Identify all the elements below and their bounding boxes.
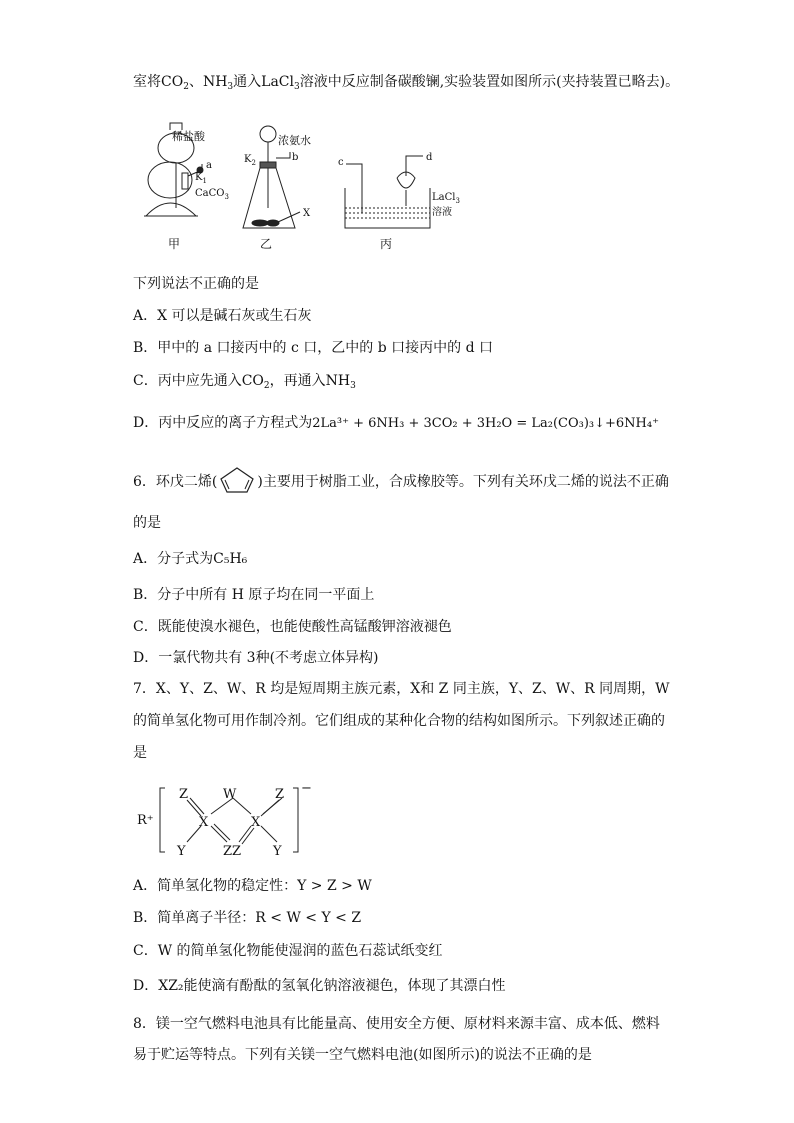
jia-solid-label: CaCO$_3$: [195, 188, 229, 201]
q6-stem-cont: 的是: [133, 515, 161, 531]
jia-port-label: a: [206, 160, 212, 171]
yi-solid-label: X: [303, 208, 311, 219]
q5-stem: 下列说法不正确的是: [133, 276, 259, 292]
bing-solution-label: LaCl$_3$: [432, 192, 460, 205]
lacl3-formula: LaCl: [261, 74, 294, 90]
q8-stem-1: 8．镁一空气燃料电池具有比能量高、使用安全方便、原材料来源丰富、成本低、燃料: [133, 1016, 660, 1032]
anion-charge: −: [301, 781, 312, 796]
q6-option-a: [133, 550, 247, 568]
nh3-formula: NH: [202, 74, 228, 90]
intro-text-1: 室将: [133, 74, 161, 90]
q5-option-d: [133, 414, 659, 433]
q5-option-b: B．甲中的 a 口接丙中的 c 口，乙中的 b 口接丙中的 d 口: [133, 340, 493, 356]
q7-option-b: B．简单离子半径：R < W < Y < Z: [133, 910, 362, 926]
q8-stem-2: 易于贮运等特点。下列有关镁一空气燃料电池(如图所示)的说法不正确的是: [133, 1047, 592, 1063]
jia-acid-label: 稀盐酸: [172, 130, 205, 143]
q5-c-co2: CO: [241, 373, 264, 389]
q5-option-c: C．丙中应先通入$CO_2$，再通入$NH_3$: [133, 373, 356, 391]
intro-text-4: 溶液中反应制备碳酸镧,实验装置如图所示(夹持装置已略去)。: [299, 74, 680, 90]
intro-text-3: 通入: [233, 74, 262, 90]
q7-option-c: C．W 的简单氢化物能使湿润的蓝色石蕊试纸变红: [133, 943, 443, 959]
yi-valve-label: $K_2$: [244, 154, 256, 167]
bing-solution-label-2: 溶液: [432, 207, 452, 218]
apparatus-figure: [140, 118, 460, 258]
q5-c-nh3: NH: [325, 373, 351, 389]
q7-option-a: A．简单氢化物的稳定性：Y > Z > W: [133, 878, 372, 894]
q7-stem-1: 7．X、Y、Z、W、R 均是短周期主族元素，X和 Z 同主族，Y、Z、W、R 同周期，W: [133, 681, 670, 697]
atom-y-bottom-right: Y: [273, 844, 282, 859]
atom-z-top-right: Z: [275, 787, 285, 802]
intro-text-2: 、: [188, 74, 203, 90]
q5-d-text: D．丙中反应的离子方程式为: [133, 415, 313, 431]
cation-label: R⁺: [137, 813, 154, 828]
q7-option-d: [133, 977, 506, 995]
q5-d-equation: 2La³⁺ + 6NH₃ + 3CO₂ + 3H₂O = La₂(CO₃)₃↓+6NH₄⁺: [312, 416, 659, 431]
co2-formula: CO: [161, 74, 184, 90]
jia-valve-label: $K_1$: [195, 172, 207, 185]
q6-stem: [133, 466, 669, 494]
q7-d-post: 能使滴有酚酞的氢氧化钠溶液褪色，体现了其漂白性: [183, 978, 506, 994]
compound-structure-figure: [135, 780, 325, 860]
q6-option-d: D．一氯代物共有 3种(不考虑立体异构): [133, 650, 379, 666]
intro-line: 室将$CO_2$、$NH_3$通入LaCl$_3$溶液中反应制备碳酸镧,实验装置如图所示(夹持装置已略去)。: [133, 74, 680, 92]
q6-a-formula: C₅H₆: [213, 551, 248, 567]
atom-y-bottom-left: Y: [177, 844, 186, 859]
atom-z-top-left: Z: [179, 787, 189, 802]
jia-name: 甲: [168, 237, 181, 251]
q5-c-text: C．丙中应先通入: [133, 373, 242, 389]
q7-d-formula: XZ₂: [158, 978, 184, 994]
yi-name: 乙: [260, 237, 273, 251]
q6-option-b: B．分子中所有 H 原子均在同一平面上: [133, 587, 375, 603]
q7-d-pre: D．: [133, 978, 159, 994]
apparatus-bing: [345, 156, 430, 228]
yi-port-label: b: [292, 152, 299, 163]
atom-zz-bottom: ZZ: [223, 844, 242, 859]
bing-name: 丙: [380, 237, 393, 251]
atom-x-left: X: [199, 815, 209, 830]
q6-option-c: C．既能使溴水褪色，也能使酸性高锰酸钾溶液褪色: [133, 619, 452, 635]
q6-post-text: )主要用于树脂工业，合成橡胶等。下列有关环戊二烯的说法不正确: [257, 474, 669, 490]
bing-port-d: d: [426, 152, 433, 163]
q6-a-text: A．分子式为: [133, 551, 214, 567]
q7-stem-3: 是: [133, 745, 147, 761]
atom-w: W: [223, 787, 237, 802]
q6-pre-text: 6．环戊二烯(: [133, 474, 218, 490]
q5-c-mid: ，再通入: [269, 373, 326, 389]
q5-option-a: A．X 可以是碱石灰或生石灰: [133, 308, 312, 324]
q7-stem-2: 的简单氢化物可用作制冷剂。它们组成的某种化合物的结构如图所示。下列叙述正确的: [133, 713, 665, 729]
yi-liquid-label: 浓氨水: [278, 134, 311, 147]
cyclopentadiene-structure-icon: [217, 466, 257, 494]
atom-x-right: X: [251, 815, 261, 830]
bing-port-c: c: [338, 157, 344, 168]
